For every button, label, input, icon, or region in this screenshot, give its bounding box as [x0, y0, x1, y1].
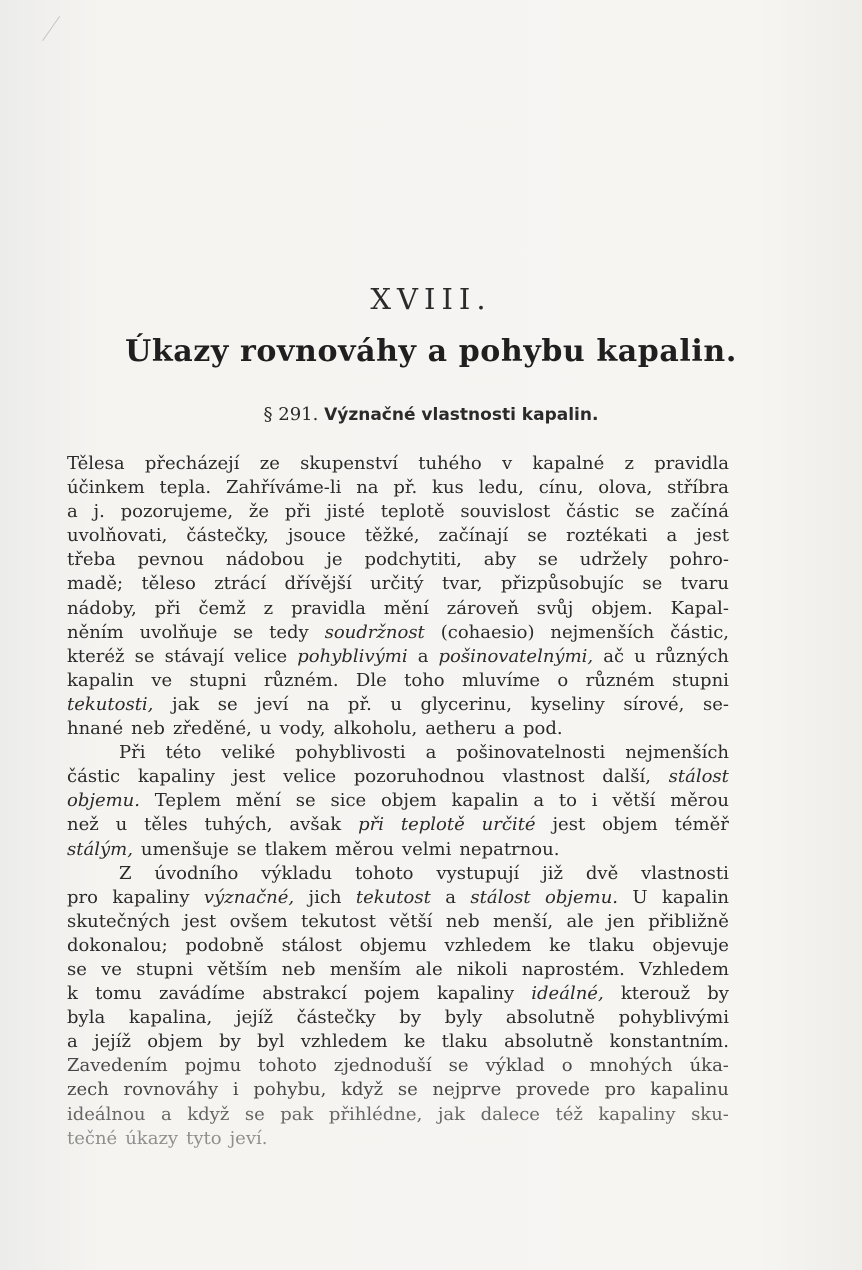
text-line: uvolňovati, částečky, jsouce těžké, začínají se roztékati a jest [67, 525, 729, 547]
chapter-number: XVIII. [370, 282, 492, 316]
text-line: pro kapaliny význačné, jich tekutost a stálost objemu. U kapalin [67, 886, 729, 908]
section-number: § 291. [263, 404, 319, 425]
text-line: objemu. Teplem mění se sice objem kapalin a to i větší měrou [67, 790, 729, 812]
text-line: stálým, umenšuje se tlakem měrou velmi nepatrnou. [67, 838, 560, 860]
text-line: hnané neb zředěné, u vody, alkoholu, aetheru a pod. [67, 718, 563, 740]
body-text [67, 452, 729, 1151]
text-line: tekutosti, jak se jeví na př. u glycerinu, kyseliny sírové, se- [67, 693, 729, 715]
text-line: madě; těleso ztrácí dřívější určitý tvar, přizpůsobujíc se tvaru [67, 573, 729, 595]
section-title: Význačné vlastnosti kapalin. [324, 405, 599, 425]
text-line: kteréž se stávají velice pohyblivými a pošinovatelnými, ač u různých [67, 645, 729, 667]
text-line: a j. pozorujeme, že při jisté teplotě souvislost částic se začíná [67, 501, 729, 523]
text-line: k tomu zavádíme abstrakcí pojem kapaliny ideálné, kterouž by [67, 983, 729, 1005]
text-line: skutečných jest ovšem tekutost větší neb menší, ale jen přibližně [67, 910, 729, 932]
text-line: byla kapalina, jejíž částečky by byly absolutně pohyblivými [67, 1007, 729, 1029]
text-line: nádoby, při čemž z pravidla mění zároveň svůj objem. Kapal- [67, 597, 729, 619]
text-line: účinkem tepla. Zahříváme-li na př. kus ledu, cínu, olova, stříbra [67, 477, 729, 499]
text-line: než u těles tuhých, avšak při teplotě určité jest objem téměř [67, 814, 729, 836]
text-line: tečné úkazy tyto jeví. [67, 1127, 268, 1149]
text-line: a jejíž objem by byl vzhledem ke tlaku absolutně konstantním. [67, 1031, 729, 1053]
text-line: se ve stupni větším neb menším ale nikoli naprostém. Vzhledem [67, 958, 729, 980]
chapter-title: Úkazy rovnováhy a pohybu kapalin. [125, 334, 737, 369]
text-line: dokonalou; podobně stálost objemu vzhledem ke tlaku objevuje [67, 934, 729, 956]
pencil-mark [42, 16, 85, 58]
section-heading [0, 404, 862, 425]
text-line: částic kapaliny jest velice pozoruhodnou vlastnost další, stálost [67, 766, 729, 788]
text-line: zech rovnováhy i pohybu, když se nejprve provede pro kapalinu [67, 1079, 729, 1101]
text-line: ideálnou a když se pak přihlédne, jak dalece též kapaliny sku- [67, 1103, 729, 1125]
text-line: něním uvolňuje se tedy soudržnost (cohaesio) nejmenších částic, [67, 621, 729, 643]
text-line: třeba pevnou nádobou je podchytiti, aby se udržely pohro- [67, 549, 729, 571]
text-line: Zavedením pojmu tohoto zjednoduší se výklad o mnohých úka- [67, 1055, 729, 1077]
text-line: Z úvodního výkladu tohoto vystupují již dvě vlastnosti [119, 862, 729, 884]
text-line: Tělesa přecházejí ze skupenství tuhého v kapalné z pravidla [67, 453, 729, 474]
text-line: kapalin ve stupni různém. Dle toho mluvíme o různém stupni [67, 669, 729, 691]
text-line: Při této veliké pohyblivosti a pošinovatelnosti nejmenších [119, 742, 729, 764]
